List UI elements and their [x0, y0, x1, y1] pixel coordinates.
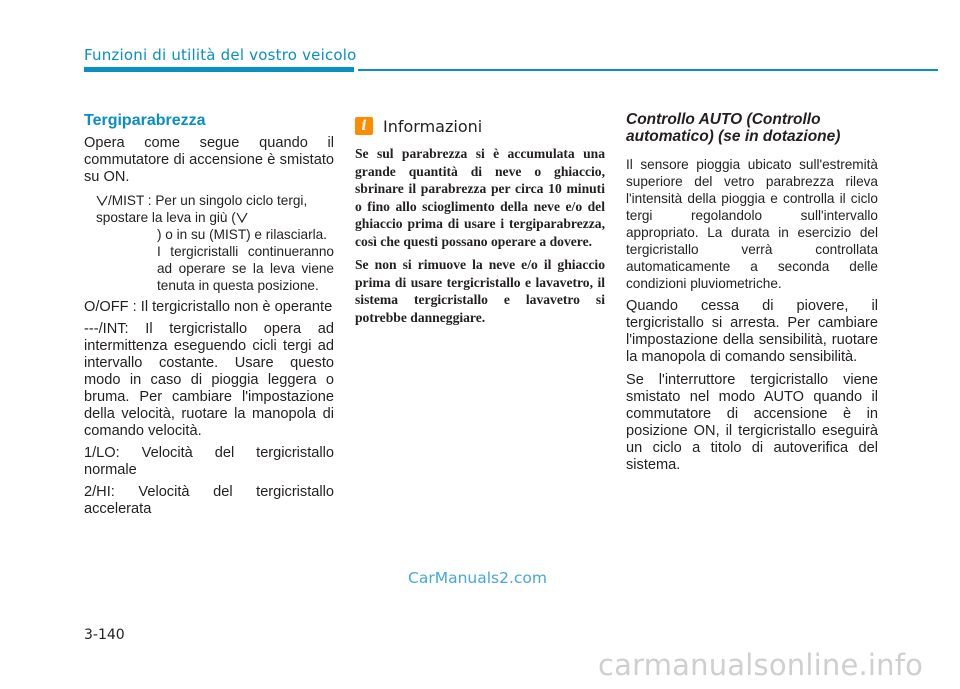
- chevron-down-icon: [236, 211, 248, 223]
- info-paragraph-2: Se non si rimuove la neve e/o il ghiaccio prima di usare tergicristallo e lavavetro, il sistema tergicristallo e lavavetro si potrebbe danneggiare.: [355, 257, 605, 325]
- auto-title: Controllo AUTO (Controllo automatico) (se in dotazione): [626, 111, 841, 145]
- info-column: [355, 117, 605, 332]
- chevron-down-icon: [96, 194, 108, 206]
- hi-label: 2/HI:: [84, 484, 115, 500]
- lo-entry: [84, 445, 334, 479]
- hi-desc: Velocità del tergicristallo accelerata: [84, 484, 334, 517]
- header-rule-thin: [358, 69, 938, 71]
- mist-desc-2: ) o in su (MIST) e rilasciarla.: [157, 227, 327, 242]
- off-entry: [84, 299, 334, 316]
- info-title: Informazioni: [383, 116, 483, 136]
- wiper-column: [84, 112, 334, 523]
- hi-entry: [84, 484, 334, 518]
- off-label: O/OFF :: [84, 299, 137, 315]
- section-title: Funzioni di utilità del vostro veicolo: [84, 46, 357, 64]
- mist-label: /MIST :: [108, 193, 152, 208]
- info-header: [355, 117, 605, 135]
- mist-desc-3: I tergicristalli continueranno ad operare se la leva viene tenuta in questa posizione.: [157, 244, 334, 293]
- info-paragraph-1: Se sul parabrezza si è accumulata una grande quantità di neve o ghiaccio, sbrinare il parabrezza per circa 10 minuti o fino allo scioglimento della neve e/o del ghiaccio prima di usare i tergiparabrezza, così che questi possano operare a dovere.: [355, 146, 605, 249]
- wiper-title: Tergiparabrezza: [84, 112, 206, 129]
- mist-entry: [84, 192, 334, 294]
- header-rule-thick: [84, 67, 354, 72]
- lo-label: 1/LO:: [84, 445, 120, 461]
- auto-paragraph-2: Quando cessa di piovere, il tergicristallo si arresta. Per cambiare l'impostazione della sensibilità, ruotare la manopola di comando sensibilità.: [626, 298, 878, 365]
- int-desc: Il tergicristallo opera ad intermittenza eseguendo cicli tergi ad intervallo costante. Usare questo modo in caso di pioggia leggera o bruma. Per cambiare l'impostazione della velocità, ruotare la manopola di comando velocità.: [84, 321, 334, 439]
- footer-site-text: carmanualsonline.info: [598, 648, 924, 682]
- int-label: ---/INT:: [84, 321, 129, 337]
- info-icon: i: [355, 117, 373, 135]
- auto-paragraph-1: Il sensore pioggia ubicato sull'estremità superiore del vetro parabrezza rileva l'intensità della pioggia e controlla il ciclo tergi regolandolo sull'intervallo appropriato. La durata in esercizio del tergicristallo verrà controllata automaticamente a seconda delle condizioni pluviometriche.: [626, 157, 878, 291]
- mist-desc-1: Per un singolo ciclo tergi, spostare la leva in giù (: [96, 193, 308, 225]
- off-desc: Il tergicristallo non è operante: [140, 299, 333, 315]
- auto-paragraph-3: Se l'interruttore tergicristallo viene smistato nel modo AUTO quando il commutatore di accensione è in posizione ON, il tergicristallo eseguirà un ciclo a titolo di autoverifica del sistema.: [626, 372, 878, 473]
- page-number: 3-140: [84, 627, 125, 643]
- int-entry: [84, 321, 334, 440]
- wiper-intro: Opera come segue quando il commutatore di accensione è smistato su ON.: [84, 135, 334, 185]
- lo-desc: Velocità del tergicristallo normale: [84, 445, 334, 478]
- auto-column: [626, 111, 878, 480]
- watermark: CarManuals2.com: [408, 569, 547, 587]
